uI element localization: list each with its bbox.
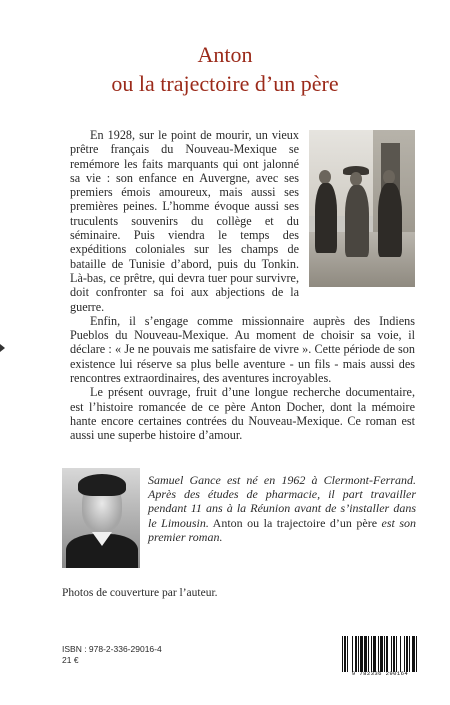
book-title-line1: Anton	[197, 42, 253, 67]
summary-text	[70, 128, 415, 443]
isbn-block	[62, 644, 162, 666]
barcode-bars-icon	[342, 636, 418, 672]
summary-paragraph-2: Enfin, il s’engage comme missionnaire auprès des Indiens Pueblos du Nouveau-Mexique. Au moment de choisir sa voie, il déclare : « Je ne pouvais me satisfaire de vivre ». Cette période de son existence lui réserve sa plus belle aventure - un fils - mais aussi des rencontres extraordinaires, des aventures incroyables.	[70, 313, 415, 386]
barcode	[342, 636, 418, 678]
page-edge-marker-icon	[0, 344, 5, 352]
isbn-number: ISBN : 978-2-336-29016-4	[62, 644, 162, 654]
summary-paragraph-1: En 1928, sur le point de mourir, un vieux prêtre français du Nouveau-Mexique se remémore les faits marquants qui ont jalonné sa vie : son enfance en Auvergne, avec ses premiers émois amoureux, mais aussi ses premières peines. L’homme évoque aussi ses truculents souvenirs du collège et du séminaire. Puis viendra le temps des expéditions coloniales sur les champs de bataille de Tunisie d’abord, puis du Tonkin. Là-bas, ce prêtre, qui devra tuer pour survivre, doit confronter sa foi aux abjections de la guerre.	[70, 128, 299, 314]
barcode-digits: 9 782336 290164	[351, 670, 409, 677]
book-title-line2: ou la trajectoire d’un père	[111, 71, 339, 96]
author-bio	[148, 473, 416, 544]
price: 21 €	[62, 655, 79, 665]
historical-photo	[309, 130, 415, 287]
author-portrait	[62, 468, 140, 568]
author-bio-book-title: Anton ou la trajectoire d’un père	[208, 515, 378, 530]
author-bio-part2: est son premier roman.	[148, 515, 417, 544]
author-bio-part1: Samuel Gance est né en 1962 à Clermont-Ferrand. Après des études de pharmacie, il part travailler pendant 11 ans à la Réunion avant de s’installer dans le Limousin.	[148, 473, 416, 530]
photo-credit: Photos de couverture par l’auteur.	[62, 587, 218, 599]
summary-paragraph-3: Le présent ouvrage, fruit d’une longue recherche documentaire, est l’histoire romancée de ce père Anton Docher, dont la mémoire hante encore certaines contrées du Nouveau-Mexique. Ce roman est aussi une superbe histoire d’amour.	[70, 385, 415, 443]
